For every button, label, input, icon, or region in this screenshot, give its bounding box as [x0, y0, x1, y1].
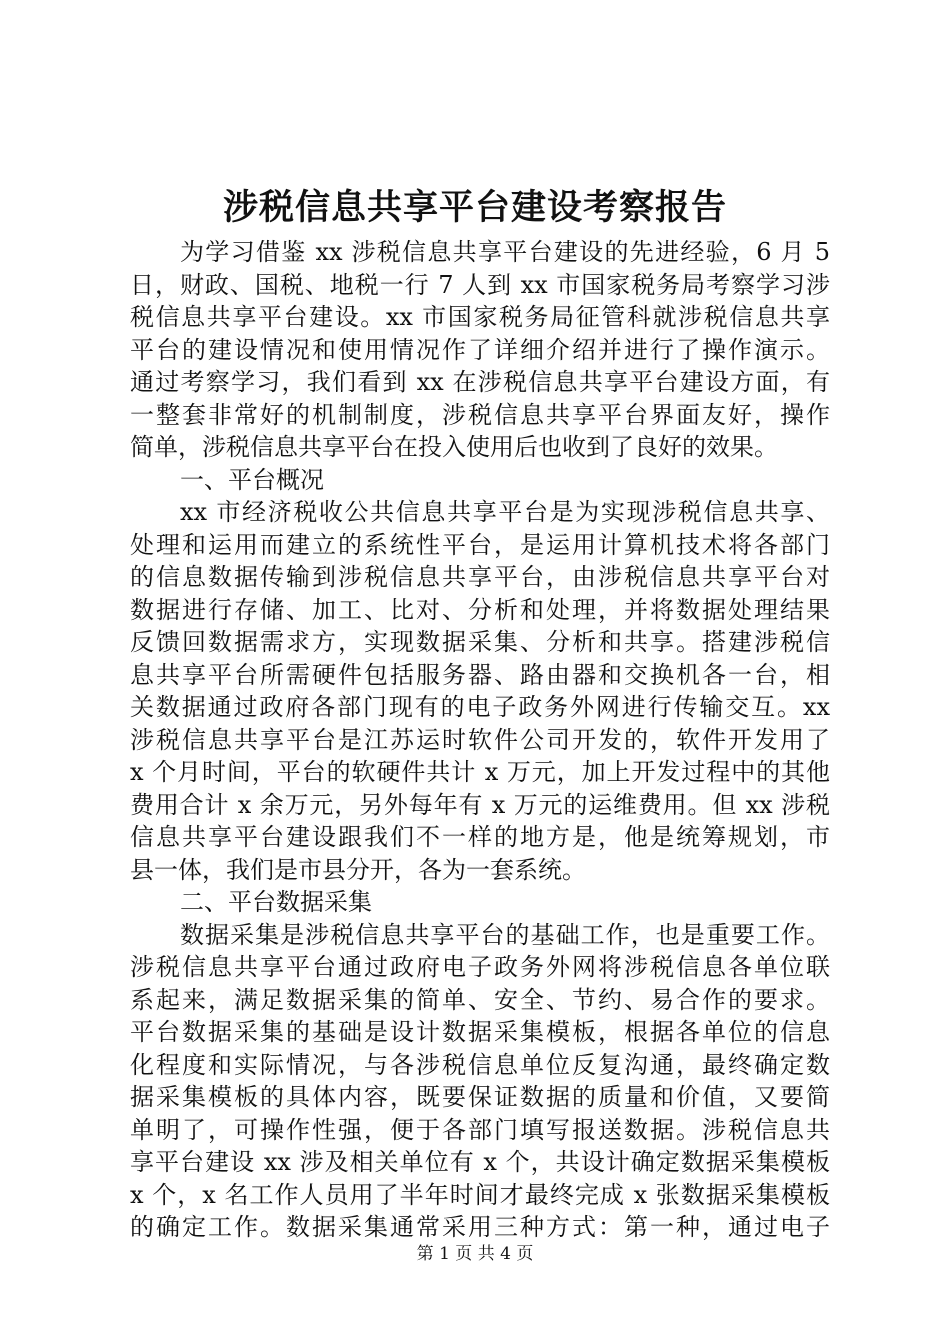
text-line: 的确定工作。数据采集通常采用三种方式：第一种，通过电子: [130, 1213, 830, 1241]
text-line: 涉税信息共享平台是江苏运时软件公司开发的，软件开发用了: [130, 725, 830, 754]
document-title: 涉税信息共享平台建设考察报告: [222, 187, 727, 228]
text-line: 息共享平台所需硬件包括服务器、路由器和交换机各一台，相: [130, 660, 830, 689]
text-line: 单明了，可操作性强，便于各部门填写报送数据。涉税信息共: [130, 1115, 830, 1144]
text-line: 反馈回数据需求方，实现数据采集、分析和共享。搭建涉税信: [130, 628, 830, 656]
text-line: 系起来，满足数据采集的简单、安全、节约、易合作的要求。: [130, 985, 830, 1014]
text-line: 税信息共享平台建设。xx 市国家税务局征管科就涉税信息共享: [130, 303, 830, 331]
text-line: 县一体，我们是市县分开，各为一套系统。: [130, 855, 586, 884]
text-line: 费用合计 x 余万元，另外每年有 x 万元的运维费用。但 xx 涉税: [130, 790, 830, 819]
text-line: 一、平台概况: [180, 465, 324, 494]
text-line: 关数据通过政府各部门现有的电子政务外网进行传输交互。xx: [130, 693, 830, 721]
page-footer: 第 1 页 共 4 页: [416, 1244, 534, 1264]
document-body: [130, 236, 830, 1244]
text-line: x 个，x 名工作人员用了半年时间才最终完成 x 张数据采集模板: [130, 1180, 830, 1209]
text-line: 二、平台数据采集: [180, 888, 372, 916]
text-line: 数据进行存储、加工、比对、分析和处理，并将数据处理结果: [130, 595, 830, 624]
text-line: 据采集模板的具体内容，既要保证数据的质量和价值，又要简: [130, 1083, 830, 1111]
text-line: 一整套非常好的机制制度，涉税信息共享平台界面友好，操作: [130, 400, 830, 429]
text-line: 数据采集是涉税信息共享平台的基础工作，也是重要工作。: [180, 920, 830, 949]
text-line: xx 市经济税收公共信息共享平台是为实现涉税信息共享、: [180, 498, 830, 526]
text-line: 处理和运用而建立的系统性平台，是运用计算机技术将各部门: [130, 530, 830, 559]
text-line: 化程度和实际情况，与各涉税信息单位反复沟通，最终确定数: [130, 1050, 830, 1079]
text-line: 涉税信息共享平台通过政府电子政务外网将涉税信息各单位联: [130, 953, 830, 981]
text-line: 信息共享平台建设跟我们不一样的地方是，他是统筹规划，市: [130, 823, 830, 851]
text-line: 享平台建设 xx 涉及相关单位有 x 个，共设计确定数据采集模板: [130, 1148, 830, 1176]
text-line: 简单，涉税信息共享平台在投入使用后也收到了良好的效果。: [130, 433, 778, 461]
text-line: 通过考察学习，我们看到 xx 在涉税信息共享平台建设方面，有: [130, 368, 830, 396]
text-line: 平台的建设情况和使用情况作了详细介绍并进行了操作演示。: [130, 335, 830, 364]
text-line: 的信息数据传输到涉税信息共享平台，由涉税信息共享平台对: [130, 563, 830, 591]
text-line: 为学习借鉴 xx 涉税信息共享平台建设的先进经验，6 月 5: [180, 238, 830, 266]
text-line: 日，财政、国税、地税一行 7 人到 xx 市国家税务局考察学习涉: [130, 270, 830, 299]
text-line: 平台数据采集的基础是设计数据采集模板，根据各单位的信息: [130, 1018, 830, 1046]
text-line: x 个月时间，平台的软硬件共计 x 万元，加上开发过程中的其他: [130, 758, 830, 786]
